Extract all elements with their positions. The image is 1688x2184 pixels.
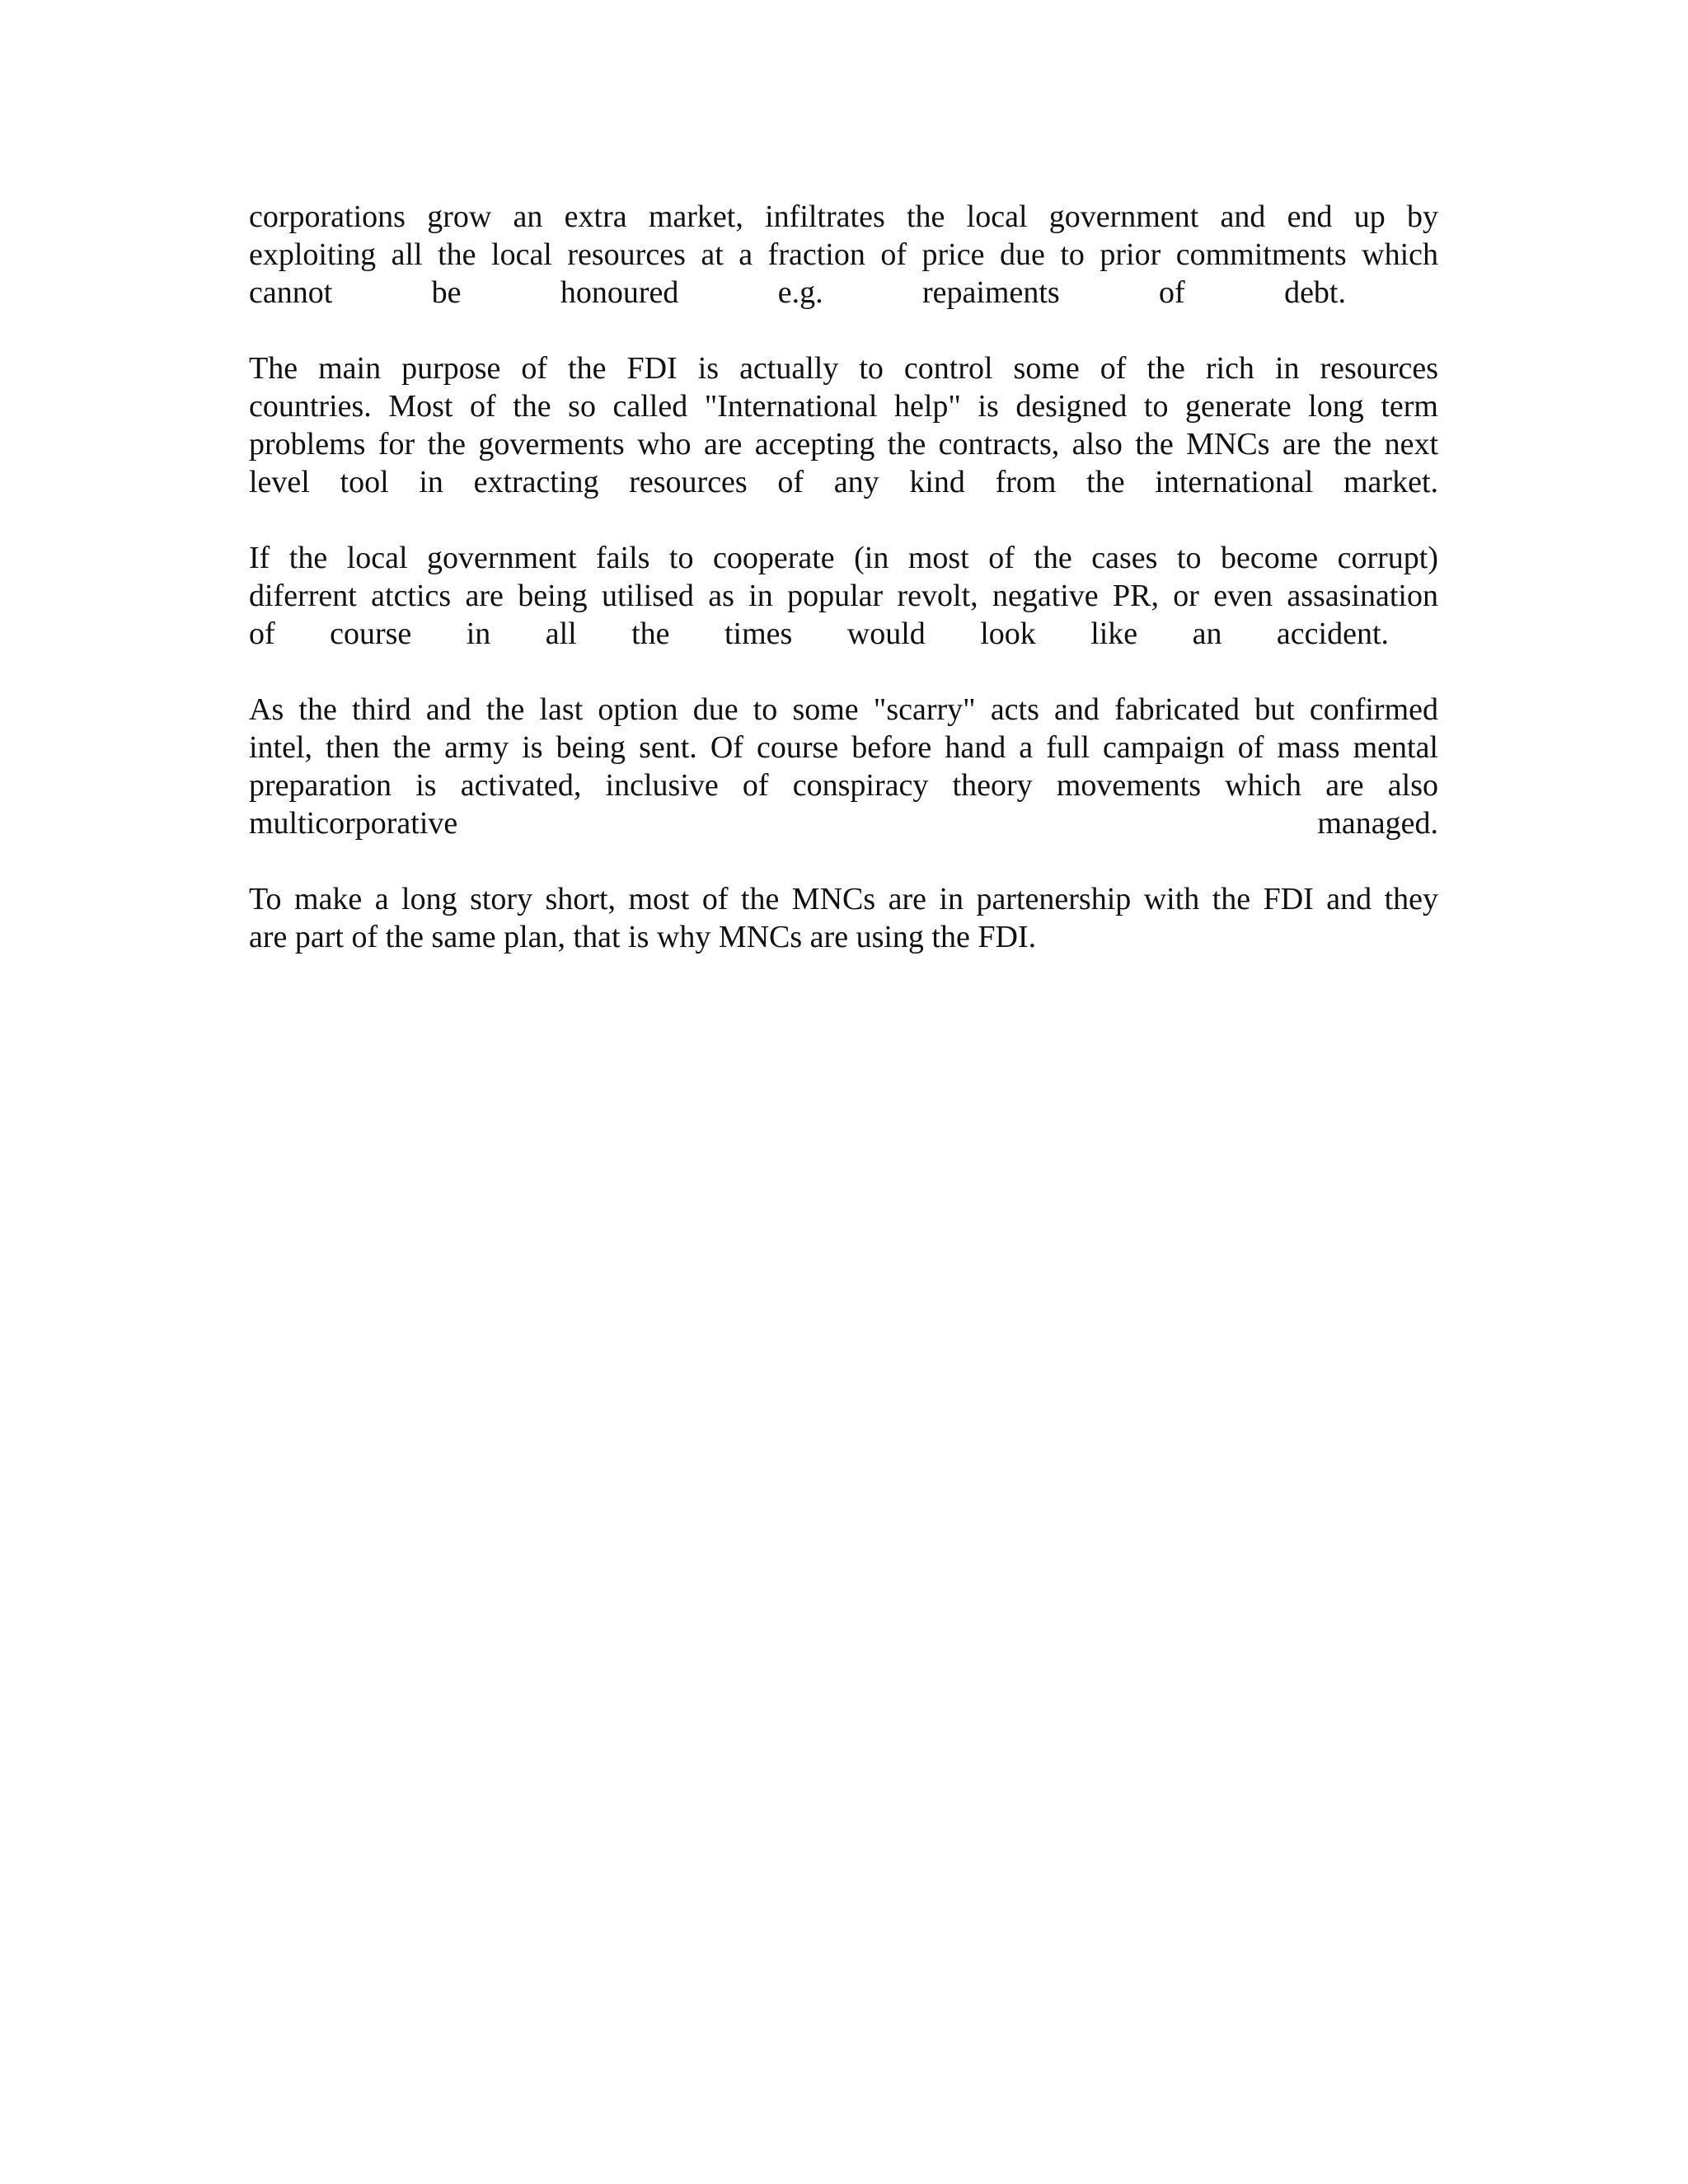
- text-line: multicorporative managed.: [249, 806, 1438, 841]
- text-line: diferrent atctics are being utilised as in popular revolt, negative PR, or even assasination: [249, 579, 1438, 613]
- text-line: are part of the same plan, that is why MNCs are using the FDI.: [249, 920, 1037, 954]
- text-line: cannot be honoured e.g. repaiments of debt.: [249, 275, 1346, 310]
- paragraph-1: [249, 198, 1438, 312]
- document-body: [249, 198, 1438, 956]
- paragraph-4: [249, 691, 1438, 842]
- paragraph-3: [249, 539, 1438, 653]
- text-line: countries. Most of the so called "International help" is designed to generate long term: [249, 389, 1438, 424]
- text-line: intel, then the army is being sent. Of course before hand a full campaign of mass mental: [249, 730, 1438, 765]
- text-line: As the third and the last option due to some "scarry" acts and fabricated but confirmed: [249, 692, 1438, 727]
- text-line: level tool in extracting resources of any kind from the international market.: [249, 465, 1438, 499]
- paragraph-2: [249, 349, 1438, 501]
- text-line: If the local government fails to cooperate (in most of the cases to become corrupt): [249, 541, 1438, 575]
- paragraph-5: [249, 880, 1438, 956]
- text-line: exploiting all the local resources at a fraction of price due to prior commitments which: [249, 237, 1438, 272]
- text-line: To make a long story short, most of the MNCs are in partenership with the FDI and they: [249, 882, 1438, 916]
- text-line: of course in all the times would look like an accident.: [249, 616, 1389, 651]
- text-line: The main purpose of the FDI is actually to control some of the rich in resources: [249, 351, 1438, 386]
- text-line: problems for the goverments who are accepting the contracts, also the MNCs are the next: [249, 427, 1438, 462]
- text-line: preparation is activated, inclusive of conspiracy theory movements which are also: [249, 768, 1438, 803]
- text-line: corporations grow an extra market, infiltrates the local government and end up by: [249, 199, 1438, 234]
